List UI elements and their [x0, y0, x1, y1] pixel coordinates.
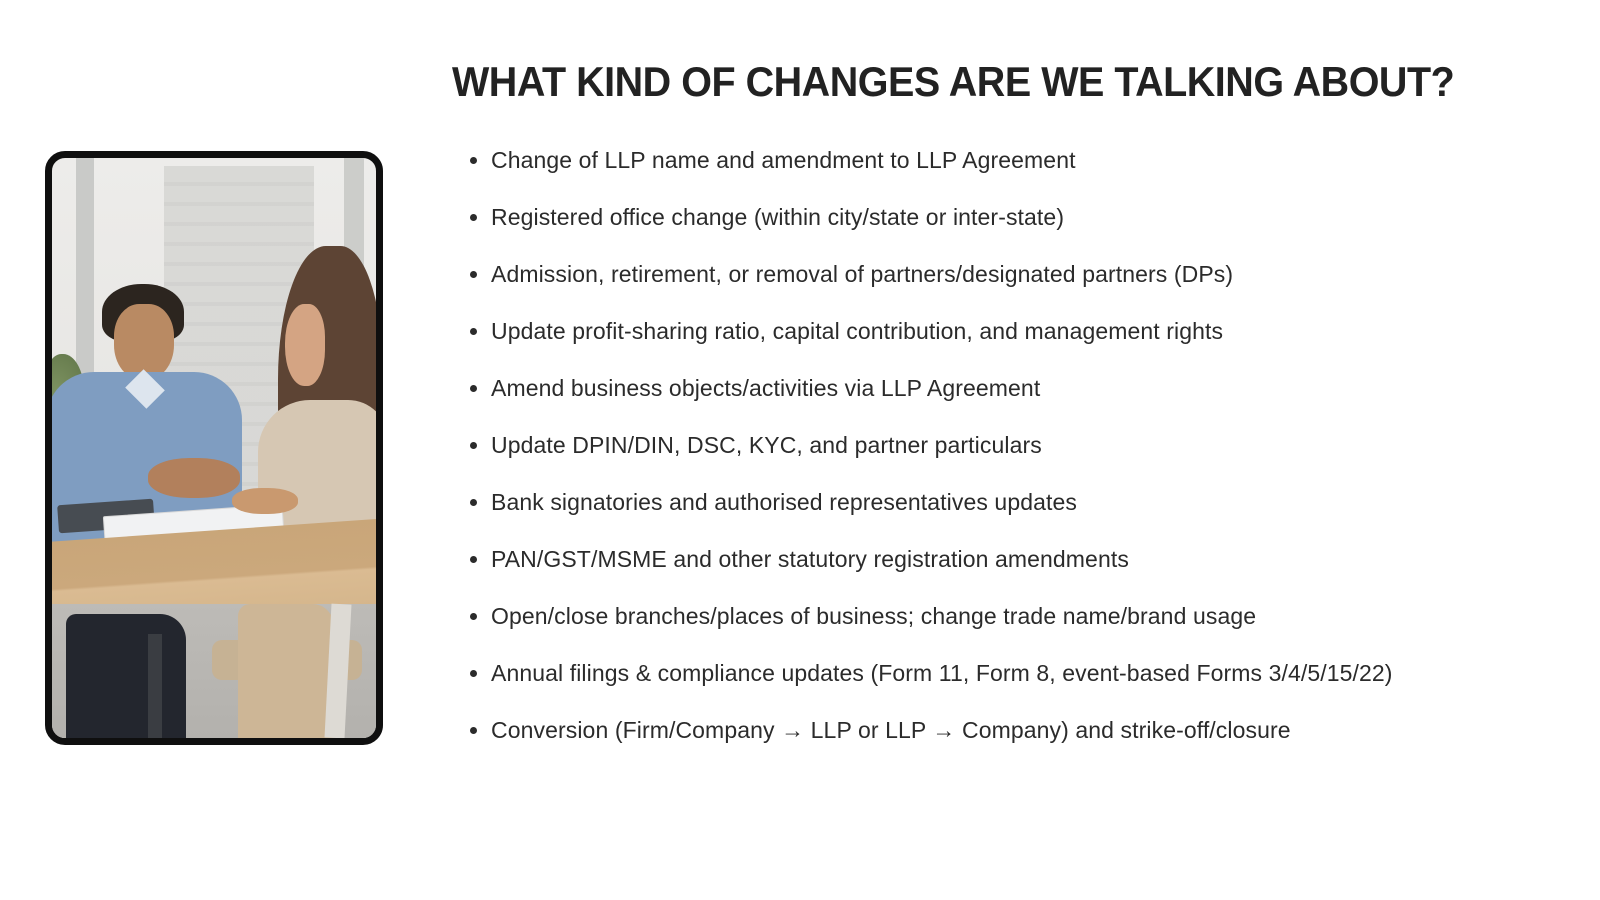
- bullet-text: Registered office change (within city/state or inter-state): [491, 204, 1065, 230]
- bullet-item: [462, 588, 1552, 645]
- bullet-item: [462, 417, 1552, 474]
- bullet-item: [462, 702, 1552, 759]
- bullet-dot-icon: [470, 613, 477, 620]
- bullet-text: Conversion (Firm/Company → LLP or LLP → Company) and strike-off/closure: [491, 717, 1291, 743]
- bullet-text: Update profit-sharing ratio, capital contribution, and management rights: [491, 318, 1224, 344]
- bullet-item: [462, 360, 1552, 417]
- bullet-text: PAN/GST/MSME and other statutory registration amendments: [491, 546, 1129, 572]
- bullet-text: Admission, retirement, or removal of partners/designated partners (DPs): [491, 261, 1234, 287]
- bullet-text: Update DPIN/DIN, DSC, KYC, and partner particulars: [491, 432, 1042, 458]
- bullet-item: [462, 189, 1552, 246]
- bullet-text: Open/close branches/places of business; change trade name/brand usage: [491, 603, 1257, 629]
- page-title: WHAT KIND OF CHANGES ARE WE TALKING ABOUT?: [452, 58, 1455, 105]
- bullet-dot-icon: [470, 499, 477, 506]
- bullet-item: [462, 132, 1552, 189]
- man-hands: [148, 458, 240, 498]
- bullet-dot-icon: [470, 385, 477, 392]
- woman-hand: [232, 488, 298, 514]
- bullet-dot-icon: [470, 442, 477, 449]
- bullet-text: Change of LLP name and amendment to LLP Agreement: [491, 147, 1076, 173]
- bullet-list: [462, 132, 1552, 759]
- bullet-dot-icon: [470, 328, 477, 335]
- woman-face: [285, 304, 325, 386]
- bullet-item: [462, 645, 1552, 702]
- chair-post: [148, 634, 162, 738]
- man-trousers: [66, 614, 186, 738]
- photo-two-people-meeting: [45, 151, 383, 745]
- man-face: [114, 304, 174, 380]
- bullet-dot-icon: [470, 271, 477, 278]
- bullet-item: [462, 303, 1552, 360]
- bullet-text: Bank signatories and authorised representatives updates: [491, 489, 1077, 515]
- bullet-text: Amend business objects/activities via LLP Agreement: [491, 375, 1041, 401]
- woman-legs: [238, 604, 334, 738]
- bullet-dot-icon: [470, 214, 477, 221]
- bullet-dot-icon: [470, 727, 477, 734]
- bullet-item: [462, 531, 1552, 588]
- bullet-item: [462, 246, 1552, 303]
- bullet-dot-icon: [470, 556, 477, 563]
- bullet-dot-icon: [470, 157, 477, 164]
- under-desk-area: [52, 604, 376, 738]
- bullet-dot-icon: [470, 670, 477, 677]
- bullet-item: [462, 474, 1552, 531]
- bullet-text: Annual filings & compliance updates (Form 11, Form 8, event-based Forms 3/4/5/15/22): [491, 660, 1393, 686]
